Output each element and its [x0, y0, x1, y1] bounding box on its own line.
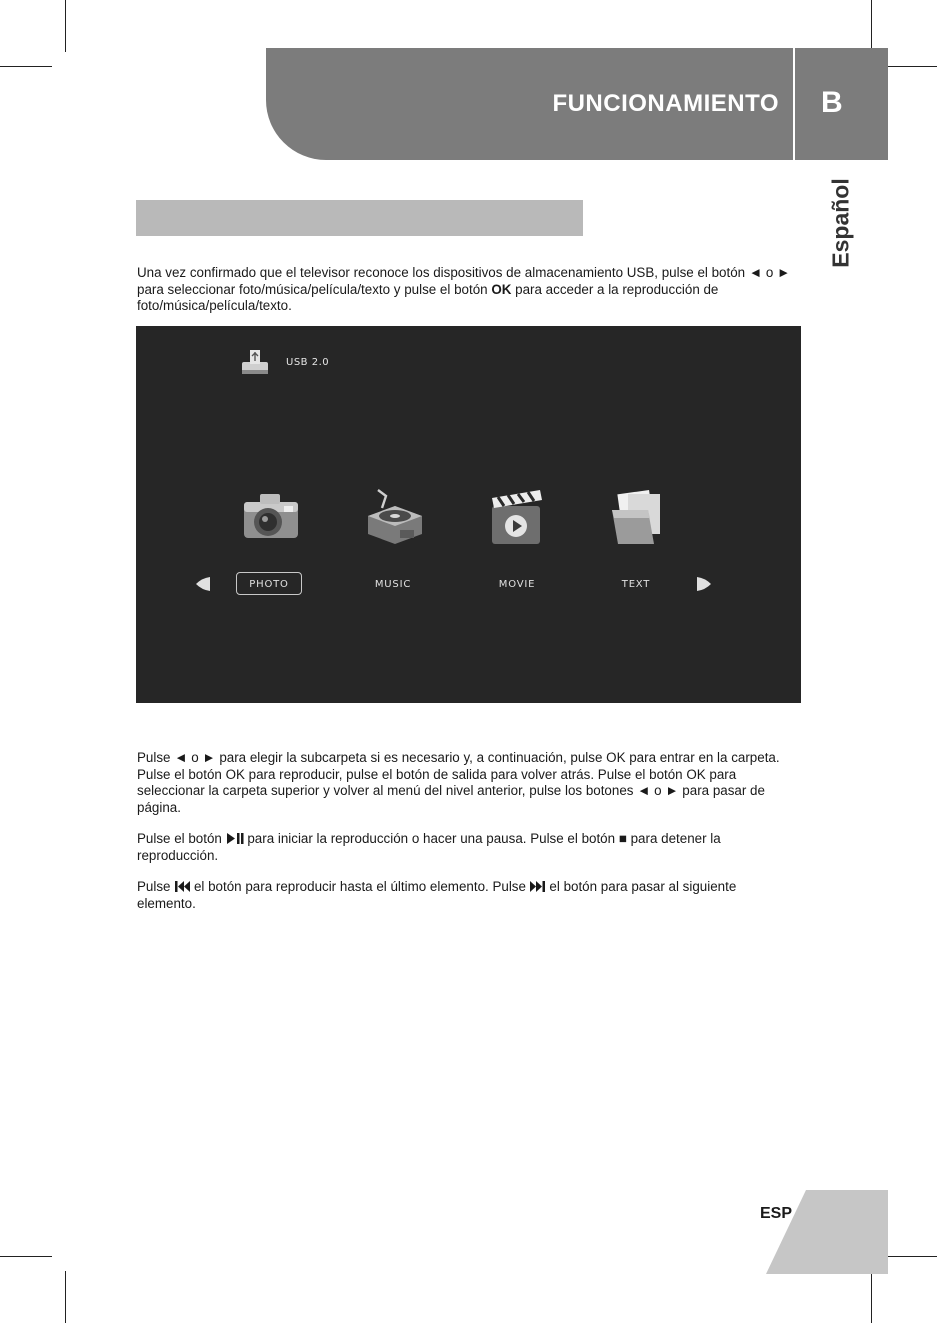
- crop-mark: [0, 66, 52, 67]
- p2-text-a: Pulse el botón: [137, 831, 222, 846]
- tv-media-screen: [136, 326, 801, 703]
- left-arrow-icon[interactable]: [194, 575, 212, 593]
- intro-text-2: ◄ o ► para seleccionar foto/música/película/texto y pulse el botón: [137, 265, 791, 297]
- language-tab: [811, 168, 871, 278]
- clapperboard-icon[interactable]: [486, 486, 548, 548]
- menu-item-music[interactable]: MUSIC: [374, 579, 412, 590]
- header-band: [266, 48, 793, 160]
- crop-mark: [65, 1271, 66, 1323]
- page-title: FUNCIONAMIENTO: [552, 90, 779, 117]
- next-track-icon: [530, 880, 546, 893]
- menu-item-text[interactable]: TEXT: [621, 579, 651, 590]
- crop-mark: [885, 66, 937, 67]
- intro-ok: OK: [491, 281, 512, 297]
- intro-text-1: Una vez confirmado que el televisor reconoce los dispositivos de almacenamiento USB, pulse el botón: [137, 265, 746, 280]
- p3-text-a: Pulse: [137, 879, 171, 894]
- menu-item-photo[interactable]: PHOTO: [249, 579, 289, 590]
- usb-label: USB 2.0: [286, 357, 330, 368]
- camera-icon[interactable]: [240, 486, 302, 548]
- intro-paragraph: [137, 265, 797, 315]
- record-player-icon[interactable]: [364, 486, 426, 548]
- crop-mark: [885, 1256, 937, 1257]
- footer-language-label: ESP: [760, 1205, 793, 1222]
- paragraph-navigation: Pulse ◄ o ► para elegir la subcarpeta si es necesario y, a continuación, pulse OK para entrar en la carpeta. Pulse el botón OK para reproducir, pulse el botón de salida para volver atrás. Pulse el botón OK para seleccionar la carpeta superior y volver al menú del nivel anterior, pulse los botones ◄ o ► para pasar de página.: [137, 750, 780, 815]
- previous-track-icon: [174, 880, 190, 893]
- intro-text-3: para acceder a la reproducción de foto/música/película/texto.: [137, 281, 719, 313]
- section-letter-box: [795, 48, 888, 160]
- menu-item-movie[interactable]: MOVIE: [498, 579, 536, 590]
- paragraph-skip: [137, 879, 797, 912]
- crop-mark: [65, 0, 66, 52]
- usb-drive-icon: [240, 348, 270, 376]
- p3-text-b: el botón para reproducir hasta el último elemento. Pulse: [193, 879, 526, 894]
- document-folder-icon[interactable]: [608, 486, 670, 548]
- right-arrow-icon[interactable]: [695, 575, 713, 593]
- footer-tab: [766, 1190, 888, 1274]
- crop-mark: [871, 1271, 872, 1323]
- section-heading-bar: [136, 200, 583, 236]
- section-letter: B: [821, 86, 843, 119]
- language-tab-label: Español: [827, 178, 854, 268]
- p2-text-b: para iniciar la reproducción o hacer una pausa. Pulse el botón ■ para detener la reproducción.: [137, 831, 721, 863]
- p3-text-c: el botón para pasar al siguiente elemento.: [137, 879, 737, 911]
- play-pause-icon: [226, 832, 244, 845]
- crop-mark: [871, 0, 872, 52]
- paragraph-play-pause: [137, 831, 797, 864]
- crop-mark: [0, 1256, 52, 1257]
